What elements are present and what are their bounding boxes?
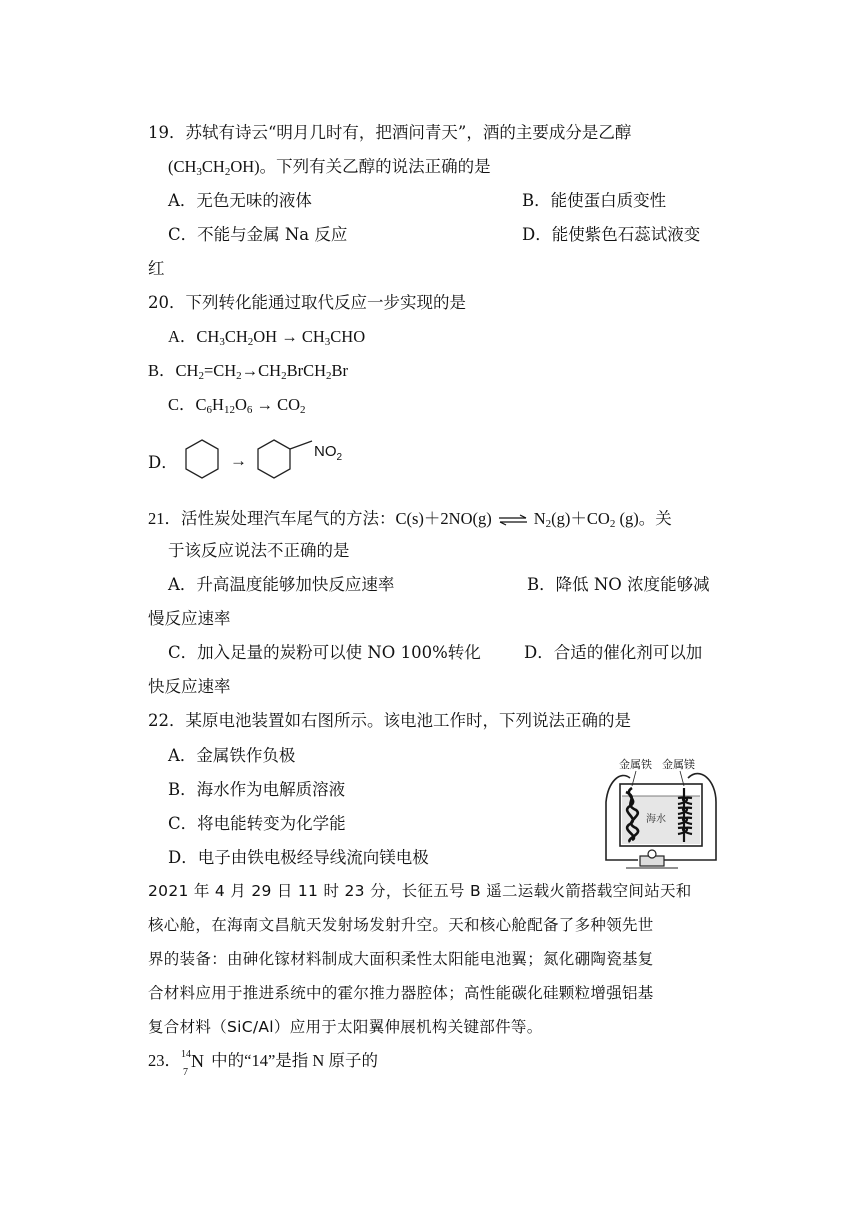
q22-option-a: A．金属铁作负极 — [168, 746, 296, 765]
q20-stem: 20．下列转化能通过取代反应一步实现的是 — [148, 293, 466, 312]
nitrobenzene-ring — [258, 440, 290, 478]
q23-stem: 23． 14 7 N 中的“14”是指 N 原子的 — [148, 1049, 378, 1078]
q21-option-c: C．加入足量的炭粉可以使 NO 100%转化 — [168, 643, 481, 662]
q20-option-c: C．$C_6H_{12}O_6 \to CO_2$ — [168, 395, 306, 416]
q19-option-d-wrap: 红 — [148, 259, 165, 278]
q22-option-d: D．电子由铁电极经导线流向镁电极 — [168, 848, 429, 867]
q19-option-c: C．不能与金属 Na 反应 — [168, 225, 348, 244]
q19-stem-line1: 19．苏轼有诗云“明月几时有，把酒问青天”，酒的主要成分是乙醇 — [148, 123, 632, 142]
galvanic-cell-figure — [600, 752, 724, 874]
q21-stem-line2: 于该反应说法不正确的是 — [168, 541, 350, 560]
q22-stem: 22．某原电池装置如右图所示。该电池工作时，下列说法正确的是 — [148, 711, 631, 730]
q19-option-b: B．能使蛋白质变性 — [522, 191, 667, 210]
label-magnesium: 金属镁 — [662, 759, 695, 771]
q21-option-a: A．升高温度能够加快反应速率 — [168, 575, 395, 594]
benzene-nitration-structure — [178, 436, 358, 492]
passage-line1: 2021 年 4 月 29 日 11 时 23 分，长征五号 B 遥二运载火箭搭载空间站天和 — [148, 882, 692, 900]
q22-option-b: B．海水作为电解质溶液 — [168, 780, 346, 799]
q21-option-b-wrap: 慢反应速率 — [148, 609, 231, 628]
nuclide-symbol: 14 7 N — [181, 1049, 204, 1078]
q19-option-d: D．能使紫色石蕊试液变 — [522, 225, 701, 244]
passage-line4: 合材料应用于推进系统中的霍尔推力器腔体；高性能碳化硅颗粒增强铝基 — [148, 984, 654, 1002]
q21-stem-line1: 21．活性炭处理汽车尾气的方法：C(s)＋2NO(g) $N_2(g)+CO_2$ (g)。关 — [148, 509, 672, 530]
q20-option-d-label: D． — [148, 453, 178, 472]
q21-option-d: D．合适的催化剂可以加 — [524, 643, 703, 662]
q20-option-b: B．$CH_2=CH_2\to CH_2BrCH_2Br$ — [148, 361, 349, 382]
q21-option-b: B．降低 NO 浓度能够减 — [527, 575, 710, 594]
reaction-arrow: → — [230, 451, 247, 470]
benzene-ring — [186, 440, 218, 478]
label-seawater: 海水 — [646, 814, 666, 825]
q21-option-d-wrap: 快反应速率 — [148, 677, 231, 696]
passage-line5: 复合材料（SiC/Al）应用于太阳翼伸展机构关键部件等。 — [148, 1018, 543, 1036]
equilibrium-arrows-icon — [498, 514, 528, 526]
q19-option-a: A．无色无味的液体 — [168, 191, 312, 210]
passage-line2: 核心舱，在海南文昌航天发射场发射升空。天和核心舱配备了多种领先世 — [148, 916, 654, 934]
label-iron: 金属铁 — [619, 759, 652, 771]
bulb — [648, 850, 656, 858]
q20-option-a: A．$CH_3CH_2OH \to CH_3CHO$ — [168, 327, 366, 348]
q22-option-c: C．将电能转变为化学能 — [168, 814, 346, 833]
nitro-bond — [290, 441, 312, 449]
q19-stem-line2: $(CH_3CH_2OH)$。下列有关乙醇的说法正确的是 — [168, 157, 491, 178]
nitro-group-label: $NO_2$ — [314, 443, 343, 463]
passage-line3: 界的装备：由砷化镓材料制成大面积柔性太阳能电池翼；氮化硼陶瓷基复 — [148, 950, 654, 968]
